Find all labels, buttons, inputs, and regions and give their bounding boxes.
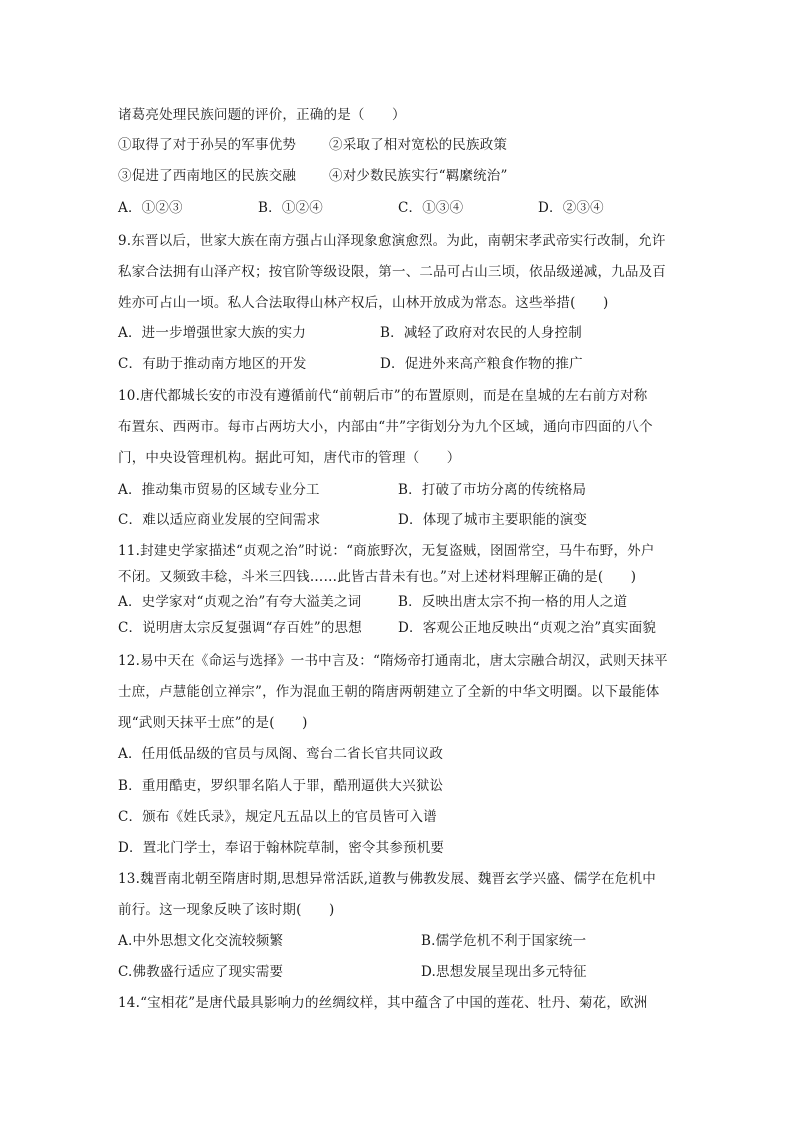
- q13-line-2: 前行。这一现象反映了该时期( ): [118, 902, 335, 918]
- q13-option-b: B.儒学危机不利于国家统一: [421, 933, 587, 949]
- q10-line-3: 门，中央设管理机构。据此可知，唐代市的管理（ ）: [118, 450, 461, 466]
- q14-line-1: 14.“宝相花”是唐代最具影响力的丝绸纹样，其中蕴含了中国的莲花、牡丹、菊花，欧洲: [118, 995, 648, 1011]
- q11-line-1: 11.封建史学家描述“贞观之治”时说：“商旅野次，无复盗贼，囹圄常空，马牛布野，外户: [118, 543, 655, 559]
- q8-option-d: D．②③④: [538, 200, 604, 216]
- q11-line-2: 不闭。又频致丰稔，斗米三四钱……此皆古昔未有也。”对上述材料理解正确的是( ): [118, 569, 637, 585]
- q9-option-b: B．减轻了政府对农民的人身控制: [380, 325, 582, 341]
- q8-item-1: ①取得了对于孙吴的军事优势: [118, 137, 297, 153]
- q9-option-a: A．进一步增强世家大族的实力: [118, 325, 307, 341]
- q10-option-a: A．推动集市贸易的区域专业分工: [118, 482, 320, 498]
- q12-line-1: 12.易中天在《命运与选择》一书中言及：“隋炀帝打通南北，唐太宗融合胡汉，武则天抹平: [118, 653, 668, 669]
- q9-line-3: 姓亦可占山一顷。私人合法取得山林产权后，山林开放成为常态。这些举措( ): [118, 295, 609, 311]
- q12-line-2: 士庶，卢慧能创立禅宗”，作为混血王朝的隋唐两朝建立了全新的中华文明圈。以下最能体: [118, 684, 660, 700]
- q8-option-b: B．①②④: [258, 200, 323, 216]
- q13-line-1: 13.魏晋南北朝至隋唐时期,思想异常活跃,道教与佛教发展、魏晋玄学兴盛、儒学在危机中: [118, 871, 656, 887]
- q9-option-c: C．有助于推动南方地区的开发: [118, 356, 307, 372]
- q9-line-2: 私家合法拥有山泽产权；按官阶等级设限，第一、二品可占山三顷，依品级递减，九品及百: [118, 264, 666, 280]
- q12-option-a: A．任用低品级的官员与凤阁、鸾台二省长官共同议政: [118, 746, 444, 762]
- q12-line-3: 现“武则天抹平士庶”的是( ): [118, 715, 308, 731]
- q13-option-c: C.佛教盛行适应了现实需要: [118, 964, 284, 980]
- q10-option-c: C．难以适应商业发展的空间需求: [118, 512, 321, 528]
- q8-item-3: ③促进了西南地区的民族交融: [118, 168, 297, 184]
- q8-stem-tail: 诸葛亮处理民族问题的评价，正确的是（ ）: [118, 107, 406, 123]
- q12-option-b: B．重用酷吏，罗织罪名陷人于罪，酷刑逼供大兴狱讼: [118, 778, 444, 794]
- q12-option-c: C．颁布《姓氏录》，规定凡五品以上的官员皆可入谱: [118, 809, 437, 825]
- q8-option-c: C．①③④: [398, 200, 464, 216]
- q10-line-2: 布置东、西两市。每市占两坊大小，内部由“井”字街划分为九个区域，通向市四面的八个: [118, 419, 653, 435]
- q11-option-a: A．史学家对“贞观之治”有夸大溢美之词: [118, 594, 362, 610]
- q8-option-a: A．①②③: [118, 200, 183, 216]
- q10-option-d: D．体现了城市主要职能的演变: [398, 512, 588, 528]
- q9-line-1: 9.东晋以后，世家大族在南方强占山泽现象愈演愈烈。为此，南朝宋孝武帝实行改制，允许: [118, 233, 666, 249]
- q9-option-d: D．促进外来高产粮食作物的推广: [380, 356, 583, 372]
- q10-option-b: B．打破了市坊分离的传统格局: [398, 482, 587, 498]
- q11-option-d: D．客观公正地反映出“贞观之治”真实面貌: [398, 620, 657, 636]
- q11-option-b: B．反映出唐太宗不拘一格的用人之道: [398, 594, 628, 610]
- q8-item-2: ②采取了相对宽松的民族政策: [329, 137, 508, 153]
- q12-option-d: D．置北门学士，奉诏于翰林院草制，密令其参预机要: [118, 840, 445, 856]
- q13-option-d: D.思想发展呈现出多元特征: [421, 964, 587, 980]
- q13-option-a: A.中外思想文化交流较频繁: [118, 933, 284, 949]
- q11-option-c: C．说明唐太宗反复强调“存百姓”的思想: [118, 620, 362, 636]
- q10-line-1: 10.唐代都城长安的市没有遵循前代“前朝后市”的布置原则，而是在皇城的左右前方对称: [118, 388, 648, 404]
- q8-item-4: ④对少数民族实行“羁縻统治”: [329, 168, 508, 184]
